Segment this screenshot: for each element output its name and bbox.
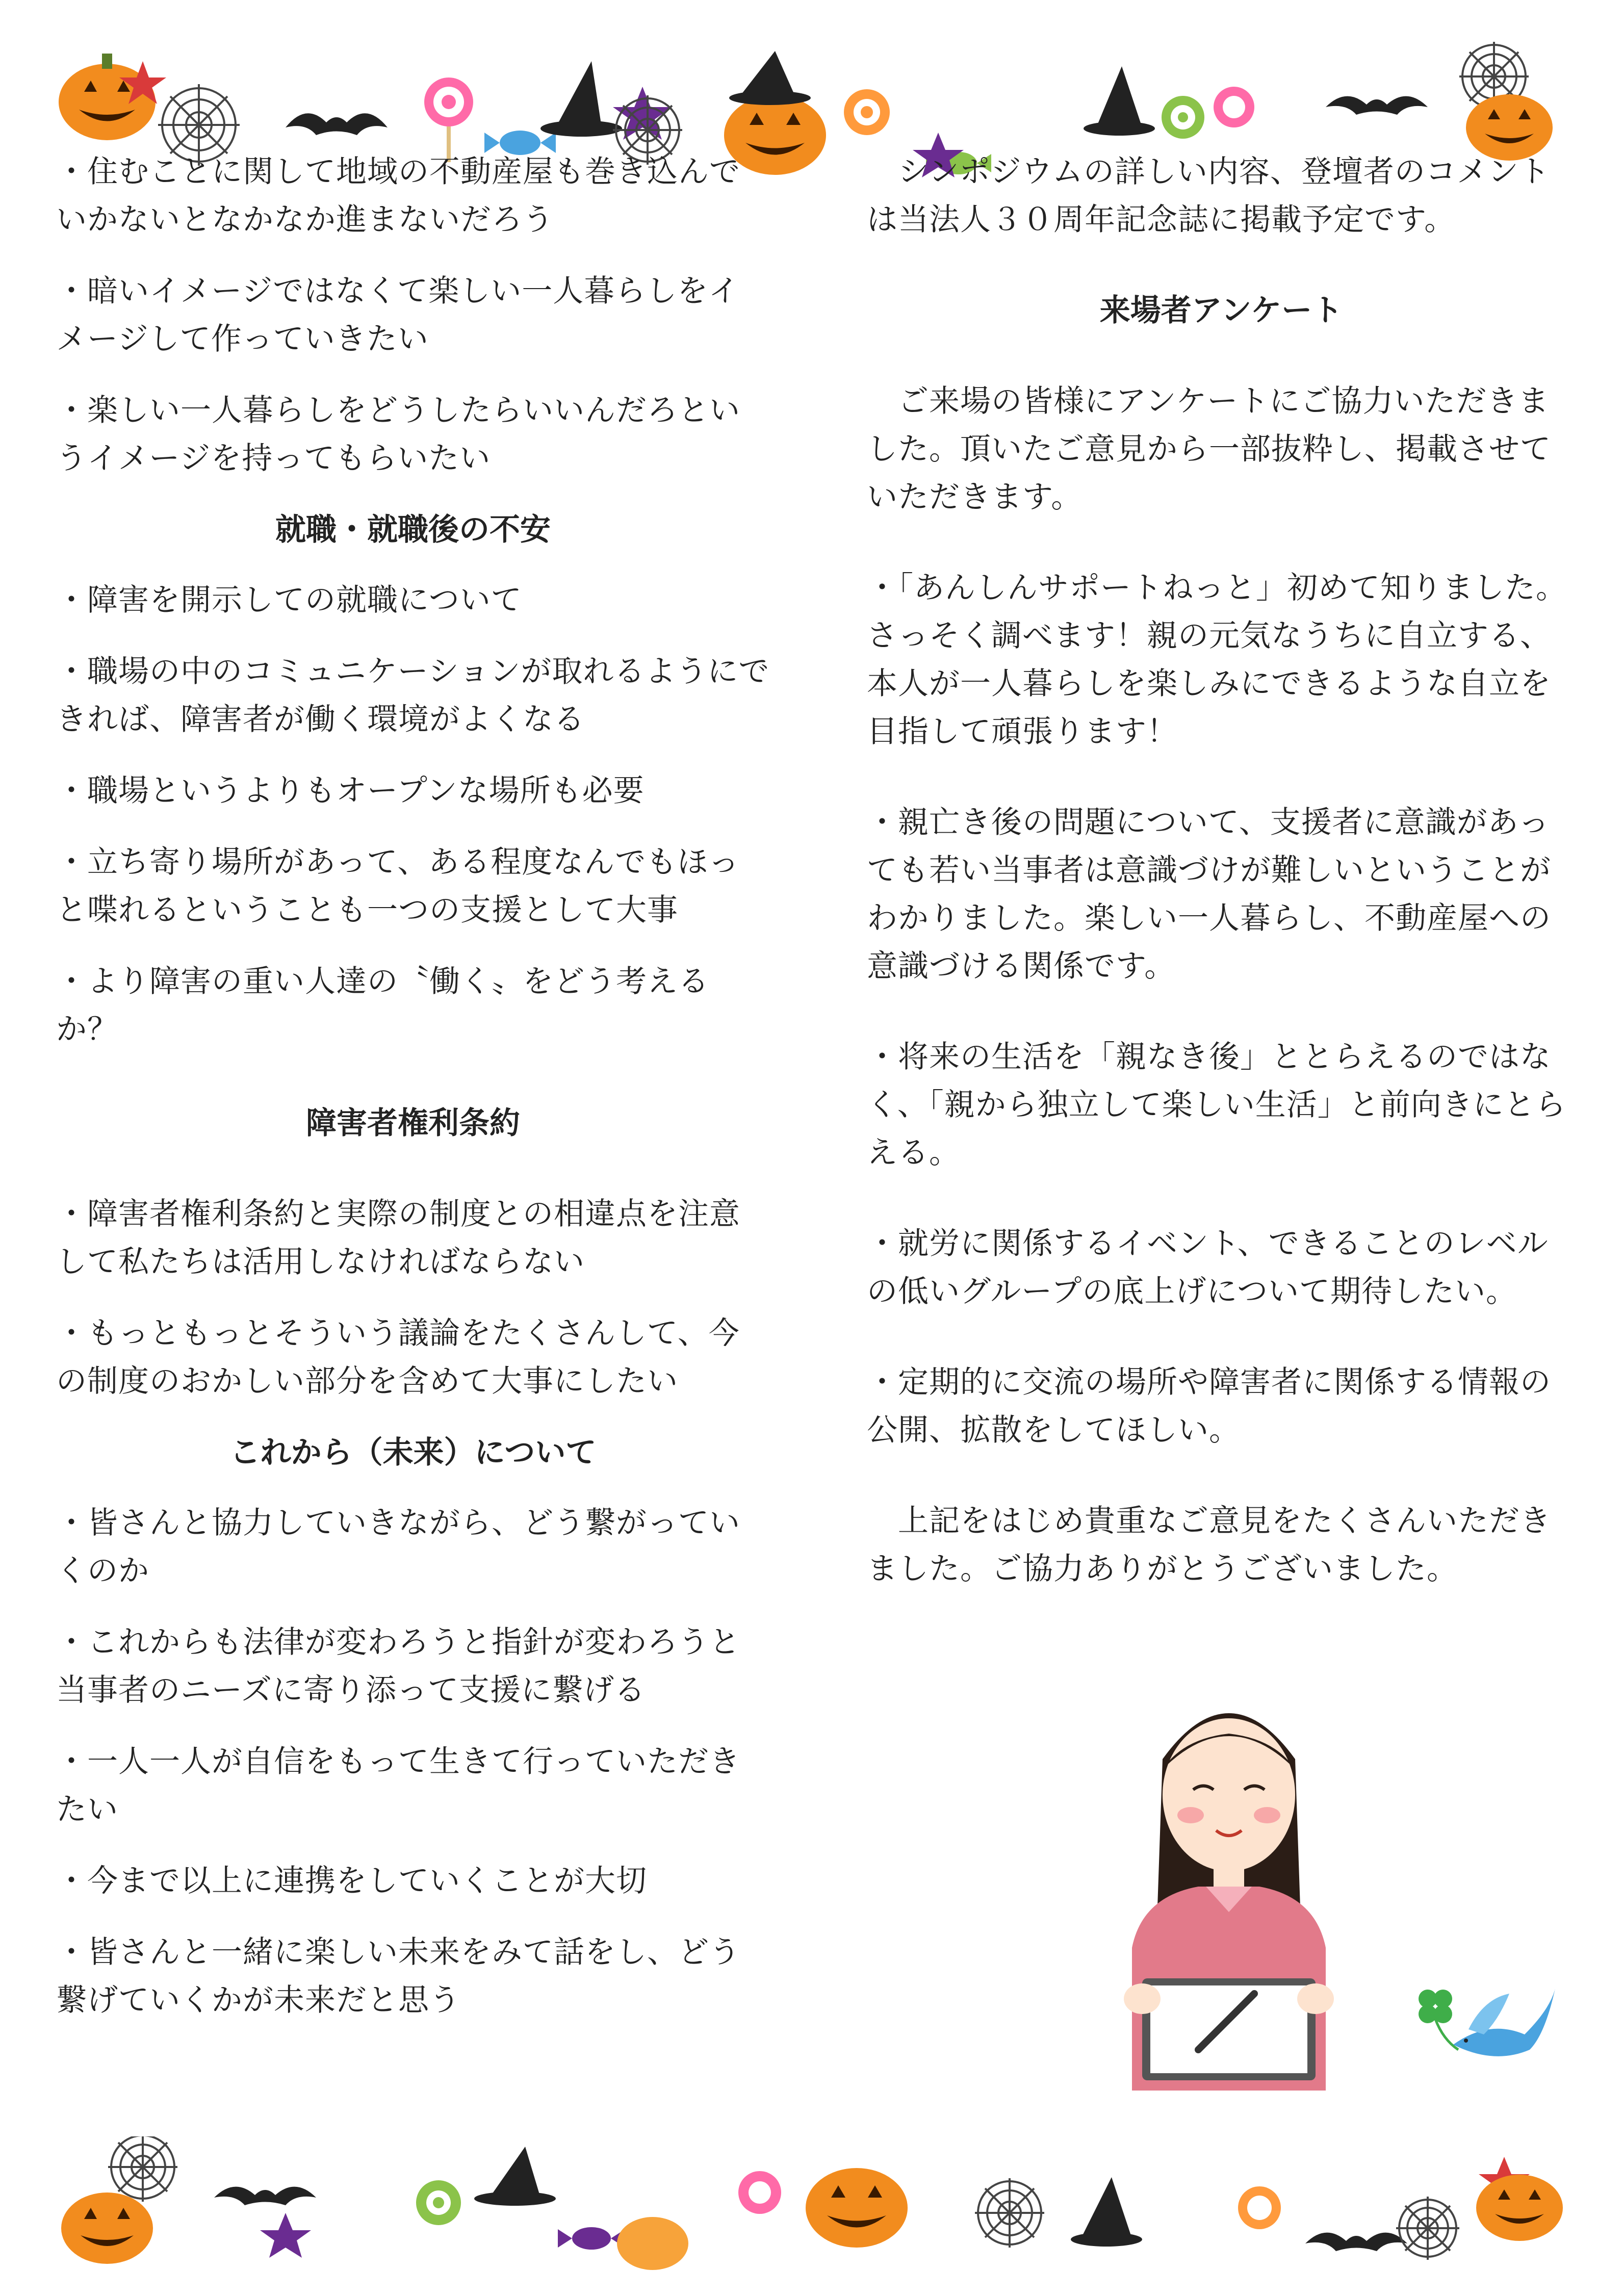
star-icon	[260, 2213, 311, 2258]
list-item: ・暗いイメージではなくて楽しい一人暮らしをイメージして作っていきたい	[56, 273, 740, 357]
jack-o-lantern-icon	[61, 2192, 153, 2264]
candy-icon	[558, 2227, 625, 2250]
survey-comment: ・将来の生活を「親なき後」ととらえるのではなく、「親から独立して楽しい生活」と前向きにとらえる。	[867, 1039, 1566, 1171]
section-heading-rights: 障害者権利条約	[306, 1105, 520, 1141]
intro-paragraph: シンポジウムの詳しい内容、登壇者のコメントは当法人３０周年記念誌に掲載予定です。	[867, 154, 1550, 238]
list-item: ・今まで以上に連携をしていくことが大切	[56, 1863, 647, 1899]
witch-hat-icon	[1071, 2177, 1142, 2247]
right-column	[867, 148, 1576, 1593]
lollipop-icon	[738, 2171, 781, 2214]
closing-paragraph: 上記をはじめ貴重なご意見をたくさんいただきました。ご協力ありがとうございました。	[867, 1503, 1551, 1587]
lollipop-icon	[1238, 2186, 1281, 2229]
list-item: ・住むことに関して地域の不動産屋も巻き込んでいかないとなかなか進まないだろう	[56, 154, 740, 238]
section-heading-work: 就職・就職後の不安	[275, 512, 551, 548]
bat-icon	[286, 113, 388, 135]
lollipop-icon	[1214, 87, 1254, 127]
list-item: ・もっともっとそういう議論をたくさんして、今の制度のおかしい部分を含めて大事にしたい	[56, 1315, 740, 1399]
left-column	[56, 148, 770, 2048]
witch-hat-icon	[729, 51, 811, 105]
halloween-border-bottom	[0, 2136, 1623, 2289]
list-item: ・皆さんと一緒に楽しい未来をみて話をし、どう繋げていくかが未来だと思う	[56, 1934, 740, 2018]
jack-o-lantern-icon	[806, 2168, 908, 2248]
jack-o-lantern-icon	[1476, 2175, 1563, 2241]
list-item: ・職場というよりもオープンな場所も必要	[56, 773, 645, 809]
clover-and-bird	[1407, 1978, 1560, 2080]
bat-icon	[214, 2187, 316, 2205]
survey-comment: ・親亡き後の問題について、支援者に意識があっても若い当事者は意識づけが難しいということがわかりました。楽しい一人暮らし、不動産屋への意識づける関係です。	[867, 805, 1551, 984]
spider-web-icon	[108, 2136, 177, 2202]
list-item: ・楽しい一人暮らしをどうしたらいいんだろというイメージを持ってもらいたい	[56, 393, 740, 476]
list-item: ・職場の中のコミュニケーションが取れるようにできれば、障害者が働く環境がよくなる	[56, 654, 770, 737]
list-item: ・立ち寄り場所があって、ある程度なんでもほっと喋れるということも一つの支援として大事	[56, 844, 740, 928]
list-item: ・これからも法律が変わろうと指針が変わろうと当事者のニーズに寄り添って支援に繋げる	[56, 1624, 740, 1708]
list-item: ・皆さんと協力していきながら、どう繋がっていくのか	[56, 1505, 740, 1589]
witch-hat-icon	[474, 2147, 556, 2206]
spider-web-icon	[1396, 2197, 1459, 2260]
lollipop-icon	[844, 89, 890, 135]
bat-icon	[1326, 96, 1428, 115]
list-item: ・障害を開示しての就職について	[56, 582, 522, 618]
section-heading-future: これから（未来）について	[229, 1435, 597, 1471]
jack-o-lantern-icon	[617, 2217, 688, 2270]
lollipop-icon	[416, 2180, 461, 2225]
list-item: ・より障害の重い人達の〝働く〟をどう考えるか？	[56, 964, 709, 1047]
witch-hat-icon	[540, 61, 622, 137]
list-item: ・障害者権利条約と実際の制度との相違点を注意して私たちは活用しなければならない	[56, 1196, 740, 1280]
survey-intro-paragraph: ご来場の皆様にアンケートにご協力いただきました。頂いたご意見から一部抜粋し、掲載させていただきます。	[867, 383, 1551, 515]
clover-icon	[1419, 1990, 1458, 2050]
bluebird-icon	[1453, 1989, 1555, 2056]
survey-comment: ・定期的に交流の場所や障害者に関係する情報の公開、拡散をしてほしい。	[867, 1364, 1551, 1448]
bat-icon	[1305, 2233, 1407, 2251]
witch-hat-icon	[1084, 66, 1155, 136]
list-item: ・一人一人が自信をもって生きて行っていただきたい	[56, 1744, 740, 1827]
survey-comment: ・就労に関係するイベント、できることのレベルの低いグループの底上げについて期待したい。	[867, 1226, 1549, 1309]
survey-comment: ・「あんしんサポートねっと」初めて知りました。さっそく調べます！親の元気なうちに自立する、本人が一人暮らしを楽しみにできるような自立を目指して頑張ります！	[867, 570, 1567, 750]
section-heading-survey: 来場者アンケート	[1099, 293, 1343, 328]
woman-with-clipboard-icon	[1122, 1683, 1336, 2091]
spider-web-icon	[975, 2178, 1044, 2248]
lollipop-icon	[1162, 96, 1204, 139]
